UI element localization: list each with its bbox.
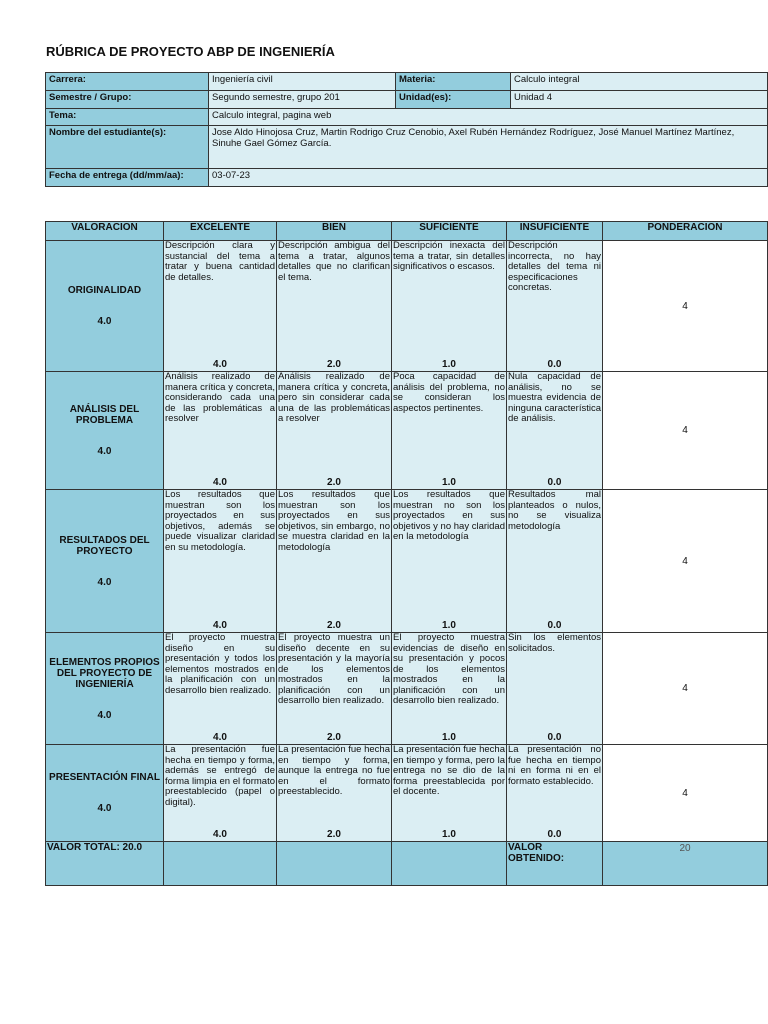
level-description: Los resultados que muestran son los proyectados en sus objetivos, sin embargo, no se muestra claridad en la metodología xyxy=(278,489,390,553)
footer-empty-cell xyxy=(392,842,507,886)
level-score: 1.0 xyxy=(442,620,456,631)
header-suficiente: SUFICIENTE xyxy=(392,222,507,241)
level-score: 0.0 xyxy=(547,829,562,840)
rubric-row-originalidad xyxy=(46,241,768,372)
header-ponderacion: PONDERACION xyxy=(603,222,768,241)
level-cell-excelente xyxy=(164,241,277,372)
level-description: Poca capacidad de análisis del problema, no se consideran los aspectos pertinentes. xyxy=(393,371,505,414)
level-score: 0.0 xyxy=(547,620,562,631)
ponderacion-value: 4 xyxy=(603,633,768,745)
level-description: Descripción inexacta del tema a tratar, sin detalles significativos o escasos. xyxy=(393,240,505,272)
level-score: 4.0 xyxy=(213,732,227,743)
criterion-score: 4.0 xyxy=(97,446,112,457)
level-description: Los resultados que muestran son los proyectados en sus objetivos, además se puede visualizar claridad en su metodología. xyxy=(165,489,275,553)
level-score: 0.0 xyxy=(547,732,562,743)
level-cell-suficiente xyxy=(392,490,507,633)
student-info-table xyxy=(45,72,768,187)
semestre-label: Semestre / Grupo: xyxy=(46,91,209,109)
rubric-row-resultados xyxy=(46,490,768,633)
rubric-row-analisis xyxy=(46,372,768,490)
level-score: 4.0 xyxy=(213,359,227,370)
level-cell-insuficiente xyxy=(507,241,603,372)
materia-label: Materia: xyxy=(396,73,511,91)
level-cell-insuficiente xyxy=(507,745,603,842)
level-cell-insuficiente xyxy=(507,633,603,745)
fecha-value: 03-07-23 xyxy=(209,169,768,187)
level-description: La presentación no fue hecha en tiempo ni en forma ni en el formato establecido. xyxy=(508,744,601,787)
level-description: El proyecto muestra un diseño decente en su presentación y la mayoría de los elementos mostrados en la planificación con un desarrollo bien realizado. xyxy=(278,632,390,706)
criterion-name: RESULTADOS DEL PROYECTO xyxy=(59,534,150,557)
level-description: Descripción clara y sustancial del tema a tratar y buena cantidad de detalles. xyxy=(165,240,275,283)
criterion-score: 4.0 xyxy=(97,709,112,721)
level-score: 2.0 xyxy=(327,732,341,743)
carrera-value: Ingeniería civil xyxy=(209,73,396,91)
criterion-cell xyxy=(46,490,164,633)
estudiante-value: Jose Aldo Hinojosa Cruz, Martin Rodrigo Cruz Cenobio, Axel Rubén Hernández Rodríguez, José Manuel Martínez Martínez, Sinuhe Gael Gómez García. xyxy=(209,126,768,169)
level-score: 1.0 xyxy=(442,477,456,488)
criterion-score: 4.0 xyxy=(97,576,112,588)
criterion-score: 4.0 xyxy=(97,803,112,814)
footer-empty-cell xyxy=(164,842,277,886)
level-cell-bien xyxy=(277,490,392,633)
header-bien: BIEN xyxy=(277,222,392,241)
level-score: 0.0 xyxy=(547,359,562,370)
document-title: RÚBRICA DE PROYECTO ABP DE INGENIERÍA xyxy=(46,44,335,59)
fecha-label: Fecha de entrega (dd/mm/aa): xyxy=(46,169,209,187)
ponderacion-value: 4 xyxy=(603,490,768,633)
level-score: 4.0 xyxy=(213,829,227,840)
header-insuficiente: INSUFICIENTE xyxy=(507,222,603,241)
header-excelente: EXCELENTE xyxy=(164,222,277,241)
valor-obtenido-label: VALOR OBTENIDO: xyxy=(507,842,603,886)
level-cell-suficiente xyxy=(392,372,507,490)
level-score: 2.0 xyxy=(327,477,341,488)
level-description: Análisis realizado de manera crítica y concreta, considerando cada una de las problemáticas a resolver xyxy=(165,371,275,424)
rubric-row-elementos xyxy=(46,633,768,745)
valor-total: VALOR TOTAL: 20.0 xyxy=(46,842,164,886)
level-description: Nula capacidad de análisis, no se muestra evidencia de ninguna característica de análisis. xyxy=(508,371,601,424)
criterion-cell xyxy=(46,241,164,372)
level-description: Análisis realizado de manera crítica y concreta, pero sin considerar cada una de las problemáticas a resolver xyxy=(278,371,390,424)
level-cell-bien xyxy=(277,241,392,372)
level-cell-suficiente xyxy=(392,633,507,745)
ponderacion-value: 4 xyxy=(603,241,768,372)
level-cell-excelente xyxy=(164,372,277,490)
criterion-name: PRESENTACIÓN FINAL xyxy=(49,772,160,783)
level-score: 1.0 xyxy=(442,829,456,840)
criterion-score: 4.0 xyxy=(97,316,112,327)
level-cell-excelente xyxy=(164,745,277,842)
level-description: La presentación fue hecha en tiempo y forma, pero la entrega no se dio de la forma preestablecida por el docente. xyxy=(393,744,505,797)
level-score: 2.0 xyxy=(327,359,341,370)
level-score: 1.0 xyxy=(442,359,456,370)
carrera-label: Carrera: xyxy=(46,73,209,91)
unidad-value: Unidad 4 xyxy=(511,91,768,109)
valor-obtenido-value: 20 xyxy=(603,842,768,886)
level-cell-suficiente xyxy=(392,241,507,372)
level-cell-excelente xyxy=(164,633,277,745)
level-cell-excelente xyxy=(164,490,277,633)
header-valoracion: VALORACION xyxy=(46,222,164,241)
semestre-value: Segundo semestre, grupo 201 xyxy=(209,91,396,109)
rubric-table xyxy=(45,221,768,886)
level-description: Los resultados que muestran no son los proyectados en sus objetivos y no hay claridad en la metodología xyxy=(393,489,505,542)
tema-label: Tema: xyxy=(46,109,209,126)
level-cell-bien xyxy=(277,745,392,842)
level-cell-bien xyxy=(277,372,392,490)
level-description: Resultados mal planteados o nulos, no se visualiza metodología xyxy=(508,489,601,532)
level-score: 4.0 xyxy=(213,477,227,488)
level-score: 0.0 xyxy=(547,477,562,488)
level-description: La presentación fue hecha en tiempo y forma, además se entregó de forma limpia en el formato preestablecido (papel o digital). xyxy=(165,744,275,808)
estudiante-label: Nombre del estudiante(s): xyxy=(46,126,209,169)
level-cell-insuficiente xyxy=(507,372,603,490)
level-score: 2.0 xyxy=(327,829,341,840)
criterion-name: ORIGINALIDAD xyxy=(67,285,142,296)
level-score: 1.0 xyxy=(442,732,456,743)
level-cell-bien xyxy=(277,633,392,745)
level-cell-suficiente xyxy=(392,745,507,842)
criterion-name: ANÁLISIS DEL PROBLEMA xyxy=(69,404,140,426)
criterion-cell xyxy=(46,372,164,490)
criterion-cell xyxy=(46,633,164,745)
rubric-footer xyxy=(46,842,768,886)
level-description: El proyecto muestra evidencias de diseño en su presentación y pocos de los elementos mostrados en la planificación con un desarrollo bien realizado. xyxy=(393,632,505,706)
unidad-label: Unidad(es): xyxy=(396,91,511,109)
rubric-row-presentacion xyxy=(46,745,768,842)
ponderacion-value: 4 xyxy=(603,745,768,842)
criterion-name: ELEMENTOS PROPIOS DEL PROYECTO DE INGENIERÍA xyxy=(49,656,160,690)
level-cell-insuficiente xyxy=(507,490,603,633)
tema-value: Calculo integral, pagina web xyxy=(209,109,768,126)
level-description: Sin los elementos solicitados. xyxy=(508,632,601,654)
footer-empty-cell xyxy=(277,842,392,886)
level-score: 2.0 xyxy=(327,620,341,631)
level-description: Descripción incorrecta, no hay detalles del tema ni especificaciones concretas. xyxy=(508,240,601,293)
materia-value: Calculo integral xyxy=(511,73,768,91)
criterion-cell xyxy=(46,745,164,842)
level-description: La presentación fue hecha en tiempo y forma, aunque la entrega no fue en el formato preestablecido. xyxy=(278,744,390,797)
level-description: El proyecto muestra diseño en su presentación y todos los elementos mostrados en la planificación con un desarrollo bien realizado. xyxy=(165,632,275,696)
level-score: 4.0 xyxy=(213,620,227,631)
level-description: Descripción ambigua del tema a tratar, algunos detalles que no clarifican el tema. xyxy=(278,240,390,283)
ponderacion-value: 4 xyxy=(603,372,768,490)
